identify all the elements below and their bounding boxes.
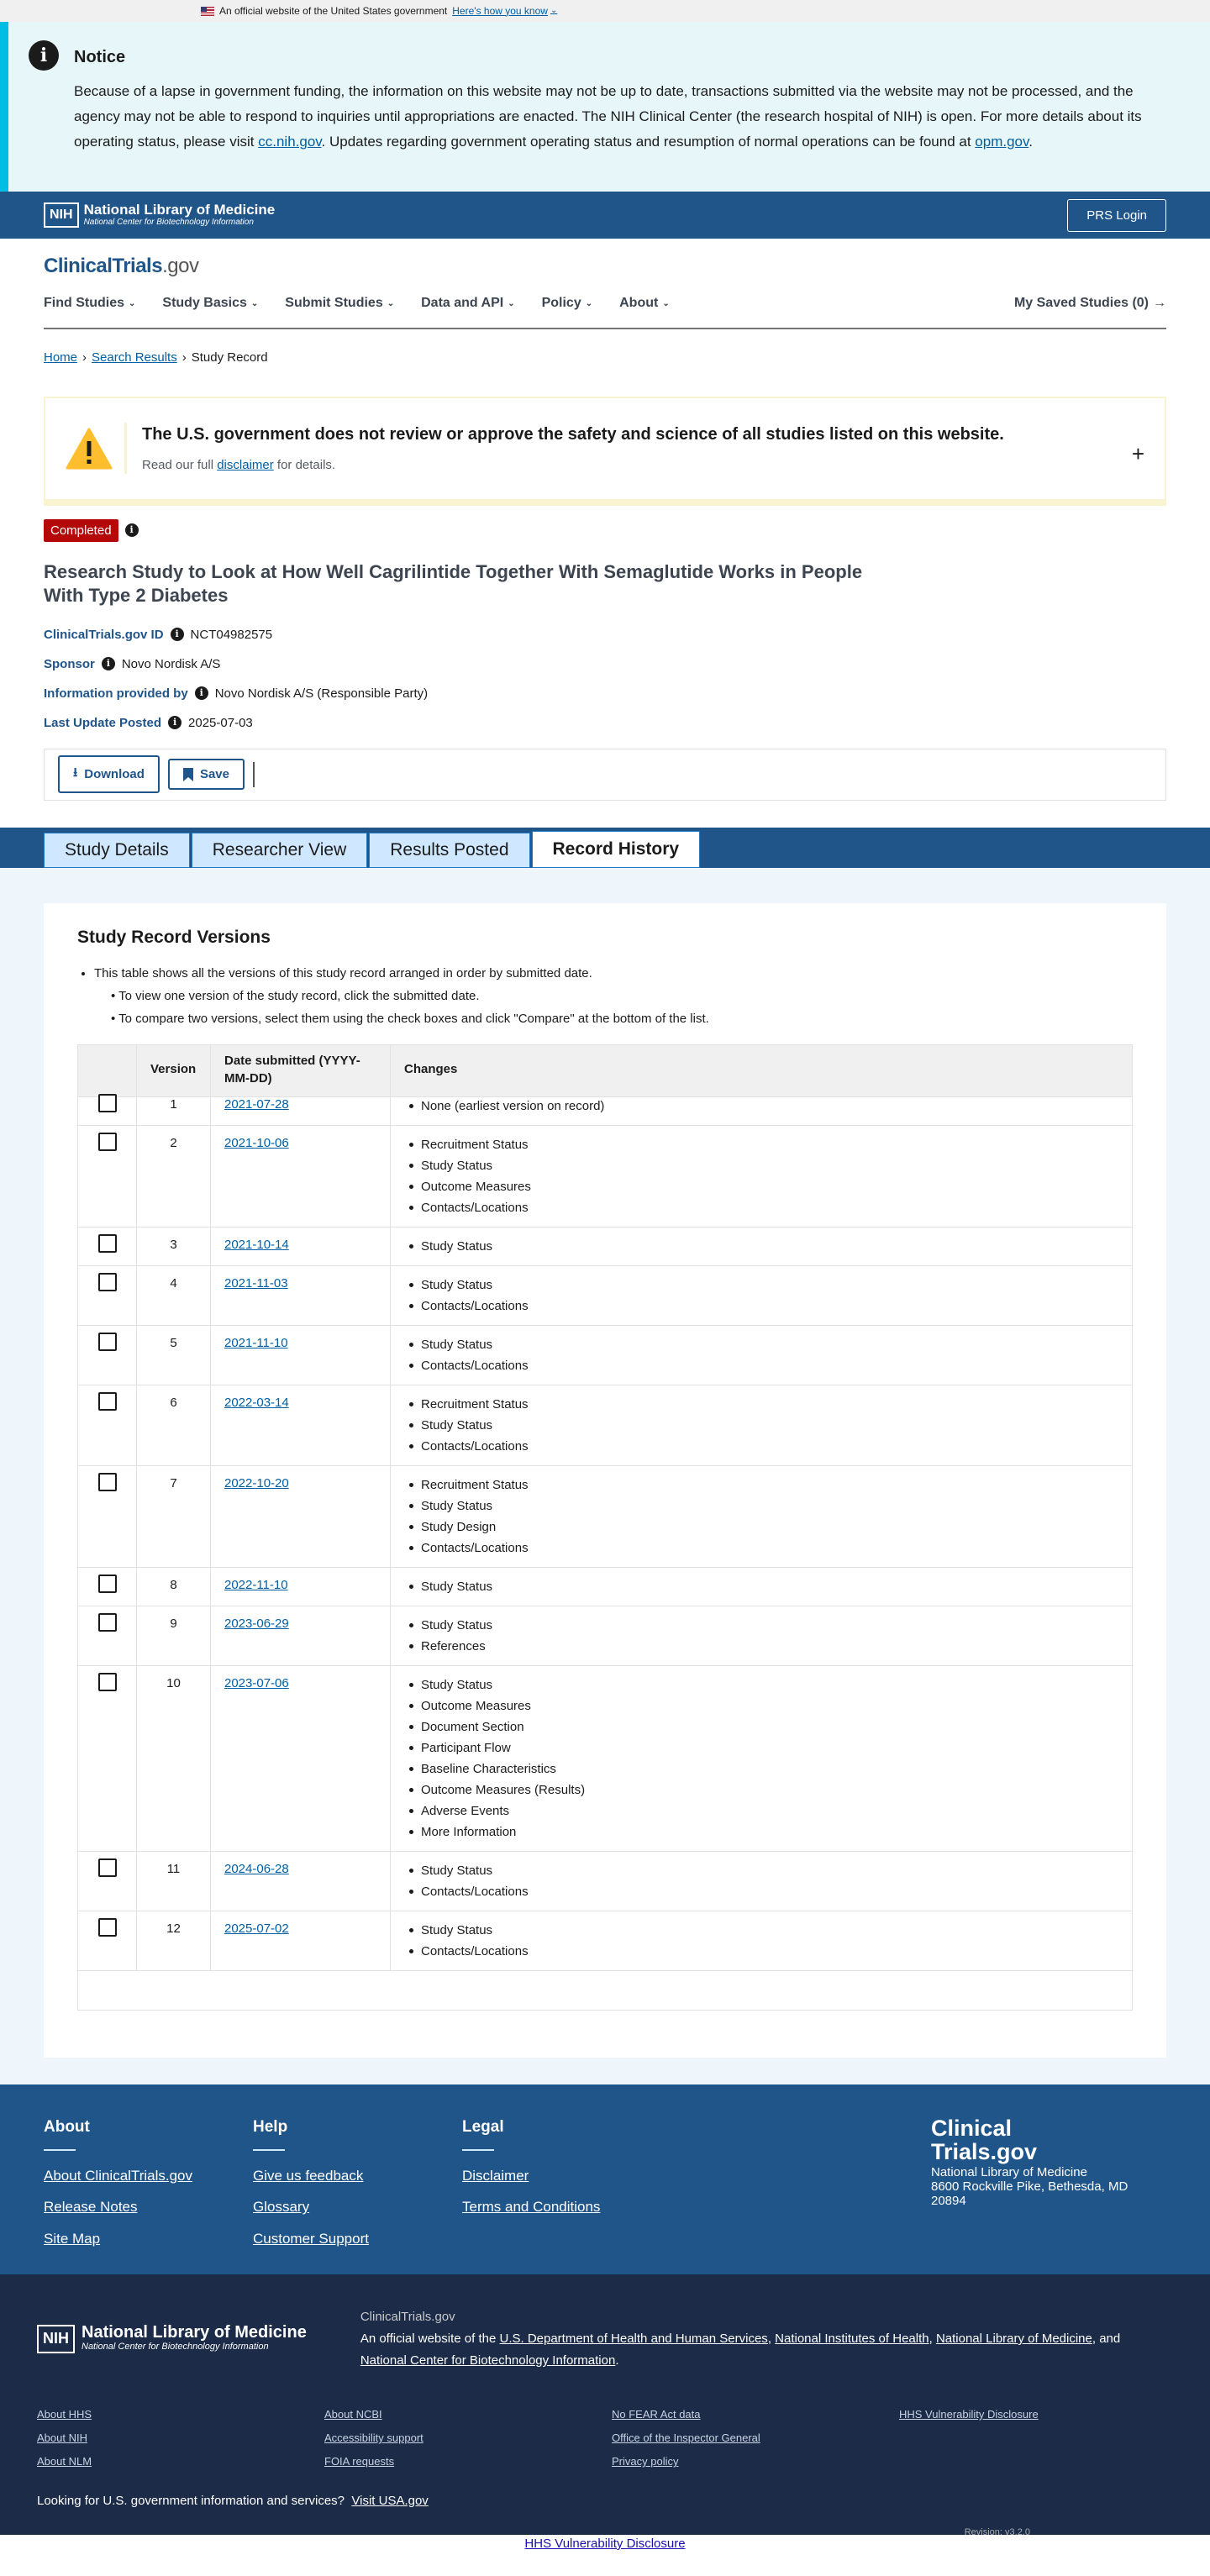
version-checkbox[interactable] [98, 1273, 117, 1291]
versions-card [44, 903, 1166, 2058]
change-item: Baseline Characteristics [421, 1759, 1118, 1780]
disclaimer-heading: The U.S. government does not review or approve the safety and science of all studies listed on this website. [142, 425, 1004, 444]
study-title: Research Study to Look at How Well Cagrilintide Together With Semaglutide Works in People With Type 2 Diabetes [44, 560, 863, 606]
footer-link[interactable]: About ClinicalTrials.gov [44, 2167, 192, 2184]
meta-row [44, 655, 1166, 673]
change-item: Study Status [421, 1236, 1118, 1257]
gov-banner [0, 0, 1210, 22]
version-checkbox[interactable] [98, 1575, 117, 1593]
change-item: Recruitment Status [421, 1394, 1118, 1415]
changes-list [391, 1266, 1132, 1325]
change-item: None (earliest version on record) [421, 1096, 1118, 1117]
changes-list [391, 1228, 1132, 1265]
version-number: 1 [137, 1087, 211, 1125]
footer-about [44, 2116, 253, 2274]
footer-heading: Legal [462, 2116, 671, 2151]
nlm-header [0, 192, 1210, 239]
change-item: Contacts/Locations [421, 1881, 1118, 1902]
status-row [0, 506, 1210, 542]
footer-legal [462, 2116, 671, 2274]
tab-study-details[interactable]: Study Details [44, 833, 190, 868]
change-item: Study Status [421, 1674, 1118, 1695]
version-date-link[interactable]: 2022-11-10 [224, 1577, 288, 1592]
version-checkbox[interactable] [98, 1673, 117, 1691]
nlm-link[interactable]: National Library of Medicine [935, 2331, 1092, 2346]
breadcrumb-current: Study Record [191, 350, 268, 365]
footer-link[interactable]: No FEAR Act data [612, 2407, 701, 2421]
change-item: Adverse Events [421, 1801, 1118, 1822]
version-checkbox[interactable] [98, 1473, 117, 1491]
change-item: Study Design [421, 1517, 1118, 1538]
breadcrumb-search-results[interactable]: Search Results [92, 350, 177, 365]
version-checkbox[interactable] [98, 1613, 117, 1632]
footer-link[interactable]: Disclaimer [462, 2167, 529, 2184]
info-icon[interactable]: i [125, 523, 139, 537]
nav-saved-studies[interactable]: My Saved Studies (0) → [1014, 294, 1166, 313]
footer-link[interactable]: Glossary [253, 2199, 310, 2216]
version-date-link[interactable]: 2021-11-10 [224, 1335, 288, 1350]
version-date-link[interactable]: 2024-06-28 [224, 1861, 289, 1876]
arrow-right-icon: → [1153, 296, 1166, 311]
change-item: Study Status [421, 1496, 1118, 1517]
download-button[interactable]: ⭳ Download [58, 755, 160, 793]
info-icon[interactable]: i [195, 686, 208, 700]
meta-label: ClinicalTrials.gov ID [44, 627, 164, 642]
breadcrumb-separator: › [82, 350, 87, 365]
us-flag-icon [201, 7, 214, 16]
instruction-text: • To compare two versions, select them using the check boxes and click "Compare" at the bottom of the list. [111, 1010, 1133, 1028]
version-checkbox[interactable] [98, 1333, 117, 1351]
change-item: Study Status [421, 1155, 1118, 1176]
version-number: 4 [137, 1266, 211, 1325]
changes-list [391, 1466, 1132, 1567]
opm-link[interactable]: opm.gov [975, 134, 1029, 150]
prs-login-button[interactable]: PRS Login [1067, 199, 1166, 232]
chevron-down-icon: ⌄ [508, 298, 515, 308]
footer-link[interactable]: HHS Vulnerability Disclosure [899, 2407, 1039, 2421]
meta-label: Information provided by [44, 686, 188, 701]
usa-gov-row: Looking for U.S. government information and services? Visit USA.gov [37, 2493, 429, 2508]
nlm-logo[interactable] [44, 202, 275, 228]
version-number: 7 [137, 1466, 211, 1567]
nlm-title: National Library of Medicine [82, 2323, 307, 2342]
changes-list [391, 1606, 1132, 1665]
meta-value: NCT04982575 [190, 627, 273, 642]
table-row [78, 1126, 1132, 1228]
footer-help [253, 2116, 462, 2274]
change-item: Study Status [421, 1920, 1118, 1941]
nav-study-basics[interactable]: Study Basics ⌄ [162, 296, 259, 311]
version-checkbox[interactable] [98, 1858, 117, 1877]
changes-list [391, 1568, 1132, 1606]
table-row [78, 1466, 1132, 1568]
info-icon[interactable]: i [168, 716, 182, 729]
footer-link[interactable]: Accessibility support [324, 2431, 424, 2445]
chevron-down-icon: ⌄ [129, 298, 136, 308]
hhs-vulnerability-link[interactable]: HHS Vulnerability Disclosure [524, 2536, 686, 2551]
table-body[interactable] [78, 1087, 1132, 1958]
table-row [78, 1568, 1132, 1606]
change-item: Outcome Measures [421, 1176, 1118, 1197]
changes-list [391, 1852, 1132, 1911]
version-date-link[interactable]: 2021-10-06 [224, 1135, 289, 1150]
nav-submit-studies[interactable]: Submit Studies ⌄ [285, 296, 395, 311]
action-bar [44, 749, 1166, 801]
breadcrumb-separator: › [182, 350, 187, 365]
chevron-down-icon: ⌄ [585, 298, 593, 308]
version-date-link[interactable]: 2021-10-14 [224, 1237, 289, 1252]
change-item: Study Status [421, 1415, 1118, 1436]
versions-table [77, 1044, 1133, 2011]
nlm-subtitle: National Center for Biotechnology Information [83, 217, 254, 227]
expand-plus-icon[interactable]: + [1131, 440, 1144, 466]
table-row [78, 1087, 1132, 1126]
table-row [78, 1852, 1132, 1911]
footer-link[interactable]: Release Notes [44, 2199, 138, 2216]
change-item: Study Status [421, 1860, 1118, 1881]
meta-label: Last Update Posted [44, 715, 162, 730]
nlm-subtitle: National Center for Biotechnology Information [82, 2342, 269, 2353]
divider [253, 762, 255, 787]
footer-address-line: 8600 Rockville Pike, Bethesda, MD 20894 [931, 2179, 1128, 2208]
version-number: 8 [137, 1568, 211, 1606]
footer-link[interactable]: About NCBI [324, 2407, 382, 2421]
table-row [78, 1266, 1132, 1326]
footer-link[interactable]: Office of the Inspector General [612, 2431, 760, 2445]
change-item: Contacts/Locations [421, 1355, 1118, 1376]
record-history-panel [0, 868, 1210, 2084]
change-item: Study Status [421, 1334, 1118, 1355]
official-statement: ClinicalTrials.gov An official website of the U.S. Department of Health and Human Services, National Institutes of Health, National Library of Medicine, and National Center for Biotechnology Information. [360, 2306, 1142, 2372]
change-item: Study Status [421, 1576, 1118, 1597]
nlm-footer [0, 2274, 1210, 2535]
version-number: 5 [137, 1326, 211, 1385]
footer-link[interactable]: Privacy policy [612, 2455, 679, 2468]
notice-text: Because of a lapse in government funding, the information on this website may not be up to date, transactions submitted via the website may not be processed, and the agency may not be able to respond to inquiries until appropriations are enacted. The NIH Clinical Center (the research hospital of NIH) is open. For more details about its operating status, please visit cc.nih.gov. Updates regarding government operating status and resumption of normal operations can be found at opm.gov. [74, 83, 1142, 150]
tab-results-posted[interactable]: Results Posted [369, 833, 529, 868]
version-checkbox[interactable] [98, 1094, 117, 1112]
table-row [78, 1228, 1132, 1266]
nlm-title: National Library of Medicine [83, 201, 276, 218]
table-row [78, 1606, 1132, 1666]
breadcrumb [0, 329, 1210, 366]
change-item: Recruitment Status [421, 1134, 1118, 1155]
change-item: Contacts/Locations [421, 1296, 1118, 1317]
change-item: References [421, 1636, 1118, 1657]
version-date-link[interactable]: 2023-06-29 [224, 1616, 289, 1631]
revision: Revision: v3.2.0 [964, 2526, 1030, 2537]
footer-link[interactable]: Customer Support [253, 2231, 369, 2247]
version-date-link[interactable]: 2021-07-28 [224, 1096, 289, 1112]
footer-link[interactable]: About NLM [37, 2455, 92, 2468]
version-number: 11 [137, 1852, 211, 1911]
main-nav [44, 286, 1166, 329]
version-number: 12 [137, 1911, 211, 1970]
version-number: 2 [137, 1126, 211, 1227]
clinicaltrials-logo[interactable]: ClinicalTrials.gov [44, 255, 199, 277]
breadcrumb-home[interactable]: Home [44, 350, 78, 365]
version-date-link[interactable]: 2025-07-02 [224, 1921, 289, 1936]
tab-record-history[interactable]: Record History [532, 831, 701, 868]
nav-find-studies[interactable]: Find Studies ⌄ [44, 296, 136, 311]
meta-value: Novo Nordisk A/S [121, 656, 221, 671]
versions-heading: Study Record Versions [77, 927, 271, 947]
footer-links [37, 2407, 1173, 2470]
version-date-link[interactable]: 2023-07-06 [224, 1675, 289, 1690]
site-header [0, 239, 1210, 329]
chevron-down-icon: ⌄ [250, 298, 259, 308]
table-row [78, 1666, 1132, 1852]
notice-banner [0, 22, 1210, 192]
table-row [78, 1385, 1132, 1466]
changes-list [391, 1126, 1132, 1227]
change-item: Document Section [421, 1716, 1118, 1737]
version-date-link[interactable]: 2021-11-03 [224, 1275, 288, 1291]
change-item: Outcome Measures (Results) [421, 1780, 1118, 1801]
chevron-down-icon: ⌄ [387, 298, 395, 308]
version-checkbox[interactable] [98, 1133, 117, 1151]
footer-link[interactable]: About HHS [37, 2407, 92, 2421]
download-icon: ⭳ [73, 765, 78, 781]
ncbi-link[interactable]: National Center for Biotechnology Information [360, 2353, 616, 2368]
footer-link [899, 2454, 1151, 2469]
changes-list [391, 1087, 1132, 1125]
versions-instructions [77, 965, 1133, 1028]
footer-link[interactable]: About NIH [37, 2431, 87, 2445]
version-date-link[interactable]: 2022-03-14 [224, 1395, 289, 1410]
site-footer [0, 2084, 1210, 2274]
change-item: More Information [421, 1822, 1118, 1843]
footer-link[interactable]: Give us feedback [253, 2167, 364, 2184]
version-checkbox[interactable] [98, 1234, 117, 1253]
bookmark-icon [183, 768, 193, 781]
footer-org: National Library of Medicine [931, 2164, 1087, 2179]
change-item: Recruitment Status [421, 1475, 1118, 1496]
col-date: Date submitted (YYYY-MM-DD) [211, 1045, 391, 1096]
change-item: Contacts/Locations [421, 1436, 1118, 1457]
study-tabs [0, 828, 1210, 868]
footer-link[interactable]: Terms and Conditions [462, 2199, 601, 2216]
meta-value: 2025-07-03 [188, 715, 253, 730]
instruction-text: • To view one version of the study record, click the submitted date. [111, 987, 1133, 1005]
footer-address [931, 2116, 1166, 2274]
tab-researcher-view[interactable]: Researcher View [192, 833, 368, 868]
save-button[interactable]: Save [168, 759, 245, 790]
col-changes: Changes [404, 1061, 458, 1076]
footer-heading: Help [253, 2116, 462, 2151]
footer-site-name: ClinicalTrials.gov [360, 2309, 455, 2324]
changes-list [391, 1326, 1132, 1385]
info-icon[interactable]: i [102, 657, 115, 670]
nlm-footer-logo[interactable] [37, 2306, 307, 2372]
footer-heading: About [44, 2116, 253, 2151]
gov-banner-text: An official website of the United States government [219, 4, 448, 17]
version-number: 10 [137, 1666, 211, 1851]
instruction-text: This table shows all the versions of this study record arranged in order by submitted date. [94, 965, 592, 980]
info-icon[interactable]: i [171, 628, 184, 641]
changes-list [391, 1385, 1132, 1465]
disclaimer-alert [44, 397, 1166, 506]
change-item: Outcome Measures [421, 1695, 1118, 1716]
cc-nih-link[interactable]: cc.nih.gov [258, 134, 322, 150]
table-row [78, 1326, 1132, 1385]
nav-data-api[interactable]: Data and API ⌄ [421, 296, 515, 311]
change-item: Contacts/Locations [421, 1197, 1118, 1218]
chevron-down-icon: ⌄ [662, 298, 670, 308]
version-checkbox[interactable] [98, 1918, 117, 1937]
meta-row [44, 685, 1166, 702]
version-number: 6 [137, 1385, 211, 1465]
meta-row [44, 714, 1166, 732]
change-item: Participant Flow [421, 1737, 1118, 1759]
table-row [78, 1911, 1132, 1971]
disclaimer-text: Read our full disclaimer for details. [142, 458, 336, 473]
notice-title: Notice [74, 48, 126, 66]
info-icon: i [29, 40, 59, 71]
changes-list [391, 1911, 1132, 1970]
version-checkbox[interactable] [98, 1392, 117, 1411]
status-badge: Completed [44, 519, 118, 542]
change-item: Study Status [421, 1275, 1118, 1296]
footer-link [899, 2431, 1151, 2446]
heres-how-you-know-link[interactable]: Here's how you know ⌄ [452, 4, 558, 17]
change-item: Contacts/Locations [421, 1941, 1118, 1962]
footer-link[interactable]: FOIA requests [324, 2455, 395, 2468]
version-date-link[interactable]: 2022-10-20 [224, 1475, 289, 1490]
change-item: Study Status [421, 1615, 1118, 1636]
col-version: Version [137, 1045, 211, 1096]
meta-row [44, 626, 1166, 644]
change-item: Contacts/Locations [421, 1538, 1118, 1559]
chevron-down-icon: ⌄ [550, 5, 558, 15]
nih-logo-icon: NIH [37, 2325, 75, 2353]
disclaimer-link[interactable]: disclaimer [217, 458, 274, 473]
nav-policy[interactable]: Policy ⌄ [541, 296, 593, 311]
footer-logo[interactable]: Clinical Trials.gov [931, 2115, 1038, 2164]
changes-list [391, 1666, 1132, 1851]
meta-label: Sponsor [44, 656, 95, 671]
usa-gov-link[interactable]: Visit USA.gov [351, 2493, 429, 2508]
version-number: 9 [137, 1606, 211, 1665]
nav-about[interactable]: About ⌄ [619, 296, 670, 311]
nih-logo-icon: NIH [44, 202, 79, 228]
study-meta [0, 607, 1210, 732]
warning-icon [66, 428, 113, 470]
meta-value: Novo Nordisk A/S (Responsible Party) [214, 686, 429, 701]
nih-link[interactable]: National Institutes of Health [775, 2331, 929, 2346]
version-number: 3 [137, 1228, 211, 1265]
hhs-link[interactable]: U.S. Department of Health and Human Services [499, 2331, 768, 2346]
footer-link[interactable]: Site Map [44, 2231, 101, 2247]
